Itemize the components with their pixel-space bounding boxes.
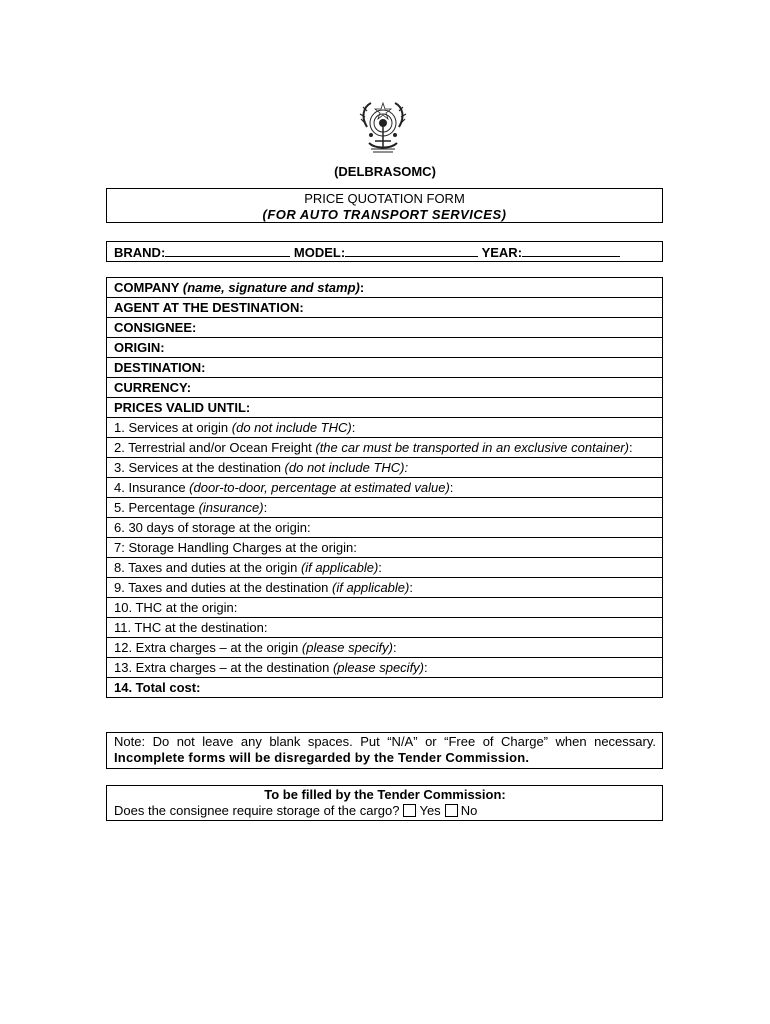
- table-row: [107, 338, 663, 358]
- quote-item-6[interactable]: [107, 518, 663, 538]
- item-hint: (if applicable): [300, 559, 379, 575]
- table-row: [107, 618, 663, 638]
- table-row: [107, 478, 663, 498]
- quote-item-4[interactable]: [107, 478, 663, 498]
- quote-item-9[interactable]: [107, 578, 663, 598]
- item-label: 5. Percentage: [114, 499, 199, 515]
- company-field[interactable]: COMPANY (name, signature and stamp):: [107, 278, 663, 298]
- year-field[interactable]: [522, 244, 620, 257]
- table-row: [107, 538, 663, 558]
- brand-field[interactable]: [165, 244, 290, 257]
- table-row: [107, 458, 663, 478]
- year-label: YEAR:: [481, 245, 523, 260]
- item-suffix: :: [378, 559, 382, 575]
- item-hint: (do not include THC): [231, 419, 352, 435]
- item-label: 2. Terrestrial and/or Ocean Freight: [114, 439, 316, 455]
- yes-checkbox[interactable]: [403, 804, 416, 817]
- item-hint: (door-to-door, percentage at estimated value): [189, 479, 450, 495]
- quote-item-3[interactable]: [107, 458, 663, 478]
- quote-item-1[interactable]: [107, 418, 663, 438]
- currency-field[interactable]: CURRENCY:: [107, 378, 663, 398]
- storage-question: Does the consignee require storage of the cargo?: [114, 803, 400, 818]
- prices-valid-field[interactable]: PRICES VALID UNTIL:: [107, 398, 663, 418]
- form-subtitle: (FOR AUTO TRANSPORT SERVICES): [262, 207, 507, 222]
- item-label: 12. Extra charges – at the origin: [114, 639, 302, 655]
- item-hint: (the car must be transported in an exclusive container): [315, 439, 629, 455]
- item-hint: (do not include THC):: [284, 459, 409, 475]
- item-label: 1. Services at origin: [114, 419, 232, 435]
- yes-label: Yes: [419, 803, 441, 818]
- item-hint: (please specify): [301, 639, 393, 655]
- item-suffix: :: [424, 659, 428, 675]
- quote-item-11[interactable]: [107, 618, 663, 638]
- table-row: [107, 418, 663, 438]
- table-row: [107, 658, 663, 678]
- item-suffix: :: [263, 499, 268, 515]
- agent-field[interactable]: AGENT AT THE DESTINATION:: [107, 298, 663, 318]
- form-title: PRICE QUOTATION FORM: [304, 191, 465, 206]
- item-label: 8. Taxes and duties at the origin: [114, 559, 301, 575]
- coat-of-arms-seal: [355, 97, 411, 157]
- item-label: 9. Taxes and duties at the destination: [114, 579, 333, 595]
- form-title-box: [106, 188, 663, 223]
- table-row: [107, 638, 663, 658]
- table-row: [107, 358, 663, 378]
- origin-field[interactable]: ORIGIN:: [107, 338, 663, 358]
- model-label: MODEL:: [293, 245, 346, 260]
- item-hint: (insurance): [198, 499, 264, 515]
- item-suffix: :: [409, 579, 413, 595]
- quotation-table: [106, 277, 663, 698]
- note-warning: Incomplete forms will be disregarded by the Tender Commission.: [114, 750, 530, 765]
- total-cost-field[interactable]: 14. Total cost:: [107, 678, 663, 698]
- item-hint: (please specify): [332, 659, 425, 675]
- company-label: COMPANY: [114, 279, 180, 295]
- table-row: [107, 518, 663, 538]
- brand-label: BRAND:: [114, 245, 166, 260]
- item-hint: (if applicable): [332, 579, 410, 595]
- model-field[interactable]: [345, 244, 478, 257]
- header-code: (DELBRASOMC): [334, 164, 436, 179]
- table-row: [107, 558, 663, 578]
- note-text: Note: Do not leave any blank spaces. Put “N/A” or “Free of Charge” when necessary.: [114, 734, 656, 749]
- commission-title: To be filled by the Tender Commission:: [264, 787, 506, 802]
- item-label: 11. THC at the destination:: [114, 619, 268, 635]
- item-label: 4. Insurance: [114, 479, 190, 495]
- item-label: 7: Storage Handling Charges at the origin:: [114, 539, 357, 555]
- item-label: 10. THC at the origin:: [114, 599, 238, 615]
- table-row: [107, 438, 663, 458]
- table-row: [107, 398, 663, 418]
- table-row: [107, 678, 663, 698]
- table-row: [107, 298, 663, 318]
- table-row: [107, 578, 663, 598]
- destination-field[interactable]: DESTINATION:: [107, 358, 663, 378]
- item-label: 6. 30 days of storage at the origin:: [114, 519, 311, 535]
- item-label: 13. Extra charges – at the destination: [114, 659, 333, 675]
- company-hint: (name, signature and stamp): [182, 279, 360, 295]
- item-label: 3. Services at the destination: [114, 459, 285, 475]
- quote-item-2[interactable]: [107, 438, 663, 458]
- quote-item-10[interactable]: [107, 598, 663, 618]
- table-row: [107, 598, 663, 618]
- table-row: [107, 498, 663, 518]
- no-checkbox[interactable]: [445, 804, 458, 817]
- consignee-field[interactable]: CONSIGNEE:: [107, 318, 663, 338]
- table-row: [107, 318, 663, 338]
- item-suffix: :: [392, 639, 397, 655]
- quote-item-5[interactable]: [107, 498, 663, 518]
- quote-item-13[interactable]: [107, 658, 663, 678]
- item-suffix: :: [628, 439, 633, 455]
- item-suffix: :: [351, 419, 356, 435]
- quote-item-7[interactable]: [107, 538, 663, 558]
- commission-box: [106, 785, 663, 821]
- table-row: [107, 378, 663, 398]
- item-suffix: :: [449, 479, 454, 495]
- no-label: No: [460, 803, 478, 818]
- quote-item-12[interactable]: [107, 638, 663, 658]
- vehicle-info-row: [106, 241, 663, 262]
- quote-item-8[interactable]: [107, 558, 663, 578]
- note-box: [106, 732, 663, 769]
- table-row: [107, 278, 663, 298]
